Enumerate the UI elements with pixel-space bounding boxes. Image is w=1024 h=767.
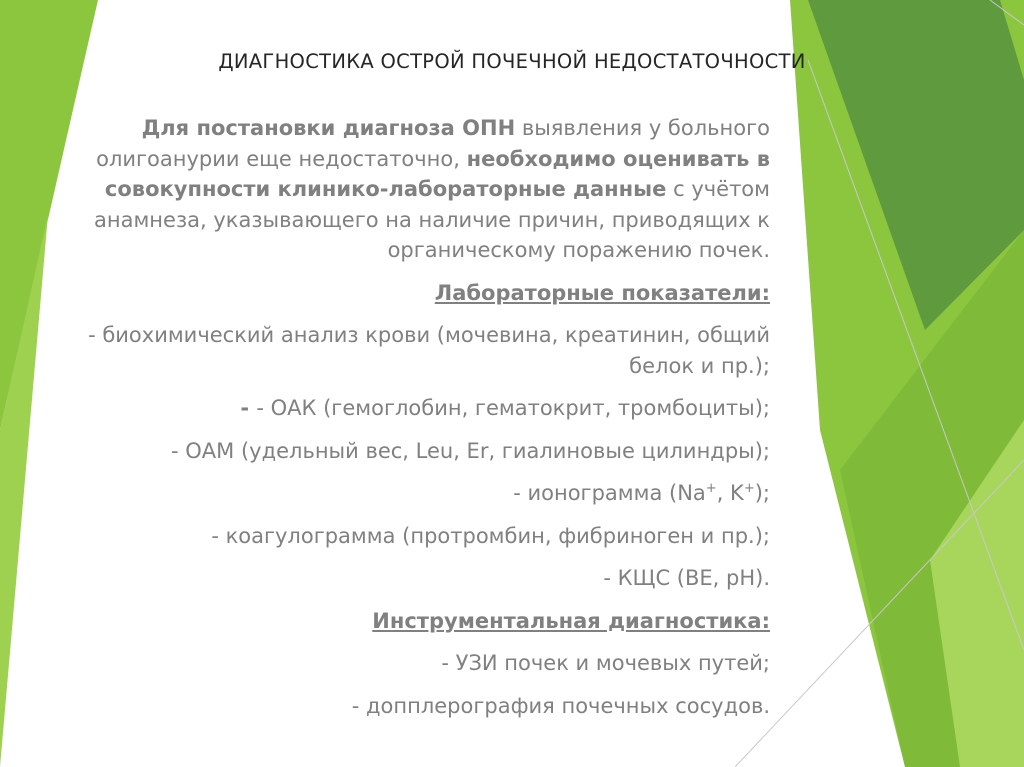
intro-text-1: выявления у больного олигоанурии еще недостаточно, [96,116,770,171]
lab-item-coagulogram: - коагулограмма (протромбин, фибриноген и пр.); [211,523,770,548]
lab-heading: Лабораторные показатели: [434,280,770,305]
intro-text-2: с учётом анамнеза, указывающего на наличие причин, приводящих к органическому поражению почек. [94,177,770,262]
page-title: ДИАГНОСТИКА ОСТРОЙ ПОЧЕЧНОЙ НЕДОСТАТОЧНОСТИ [218,50,806,73]
lab-item-blood: - биохимический анализ крови (мочевина, креатинин, общий белок и пр.); [88,323,770,378]
intro-paragraph [30,113,770,266]
lab-item-ionogram: - ионограмма (Na+, K+); [513,481,770,505]
slide-content [30,113,770,721]
lab-item-oam: - ОАМ (удельный вес, Leu, Er, гиалиновые цилиндры); [171,438,770,463]
instr-heading: Инструментальная диагностика: [372,608,770,633]
lab-item-oak: - - ОАК (гемоглобин, гематокрит, тромбоциты); [240,396,770,420]
intro-bold-2: необходимо оценивать в совокупности клинико-лабораторные данные [104,146,770,201]
intro-bold-1: Для постановки диагноза ОПН [141,116,516,140]
lab-item-kshs: - КЩС (BE, pH). [603,566,770,590]
instr-item-uzi: - УЗИ почек и мочевых путей; [441,651,770,675]
instr-item-doppler: - допплерография почечных сосудов. [351,693,770,718]
lab-item-oak-text: - ОАК (гемоглобин, гематокрит, тромбоциты); [256,396,770,420]
